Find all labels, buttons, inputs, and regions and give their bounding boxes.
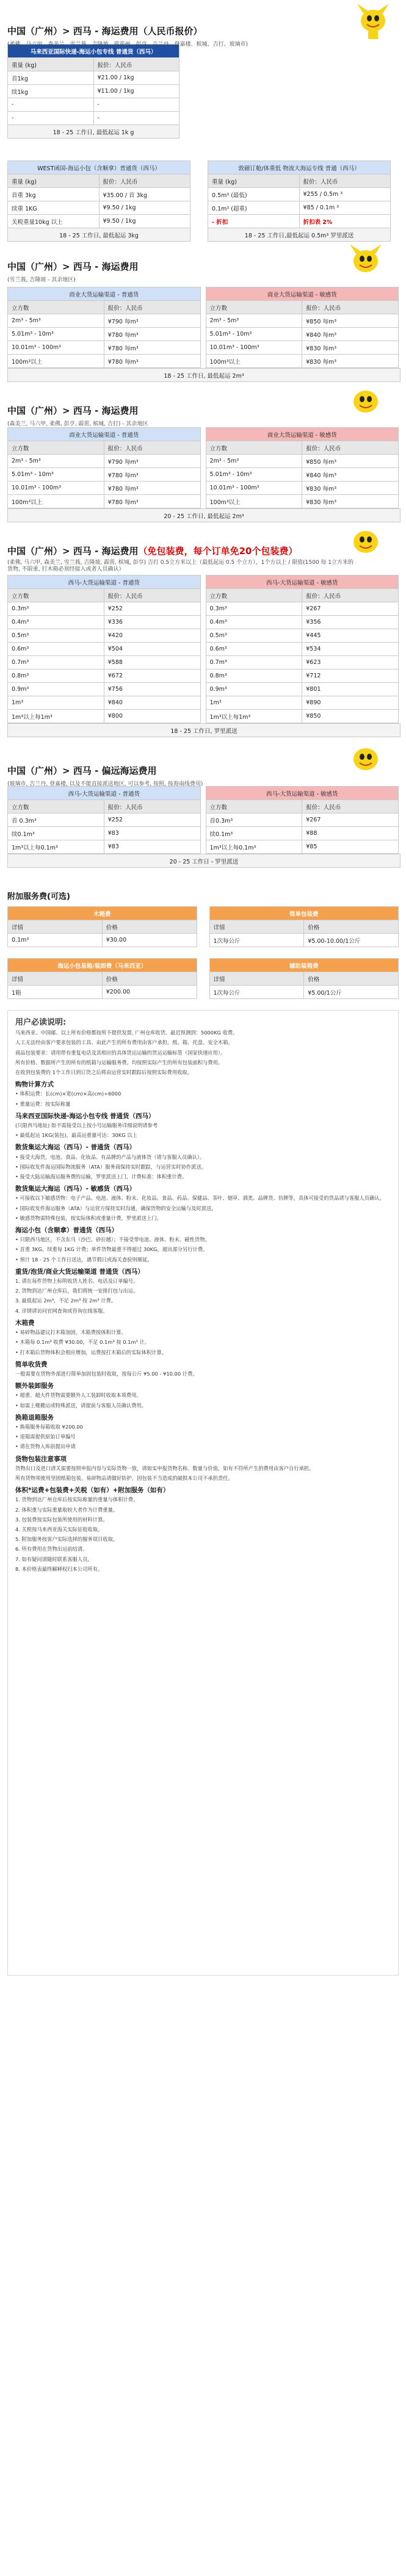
addon-title: 附加服务费(可选) xyxy=(7,892,70,901)
table-row: 0.9m³ ¥756 xyxy=(8,683,201,696)
table-row: 续0.1m³ ¥83 xyxy=(8,827,201,840)
section-subtitle: (雪兰莪, 吉隆坡 - 其余地区) xyxy=(7,277,76,283)
table-row: 0.6m³ ¥504 xyxy=(8,643,201,656)
table-row: 10.01m³ - 100m³ ¥780 每m³ xyxy=(8,482,201,495)
rules-subheading: 额外装卸服务 xyxy=(15,1382,54,1390)
rules-text: 商品包装要求：请用带有重复电话及其相应的具体货运运输的货运运输标签（国家快递应用）。 xyxy=(15,1049,226,1056)
bulk-normal-table: 西马-大货运输渠道 - 普通货 立方数 报价：人民币 0.3m³ ¥252 0.4m³ ¥336 0.5m³ ¥420 0.6m³ ¥504 0.7m³ ¥588 0.8m³ ¥672 0.9m³ ¥756 1m³ ¥840 1m³以上每1m³ ¥800 xyxy=(7,575,201,723)
section-title: 中国（广州）> 西马 - 海运费用（免包装费，每个订单免20个包装费） xyxy=(7,546,298,557)
table-header: 商业大货运输渠道 - 敏感货 xyxy=(206,287,399,301)
table-note: 18 - 25 工作日, 罗里派送 xyxy=(8,724,401,737)
table-note: 18 - 25 工作日, 最低起运 3kg xyxy=(8,228,190,242)
table-row: 1m³以上每0.1m³ ¥83 xyxy=(8,840,201,854)
table-row: 1m³ ¥840 xyxy=(8,696,201,710)
table-note: 20 - 25 工作日, 最低起运 2m³ xyxy=(8,509,401,522)
table-row: 0.8m³ ¥672 xyxy=(8,669,201,683)
rules-subheading: 海运小包（含顺拿）普通货（西马） xyxy=(15,1227,118,1235)
table-row: 1m³以上每0.1m³ ¥85 xyxy=(206,840,399,854)
table-row: 10.01m³ - 100m³ ¥830 每m³ xyxy=(206,482,399,495)
table-row: 5.01m³ - 10m³ ¥780 每m³ xyxy=(8,328,201,341)
mascot-icon xyxy=(343,242,385,284)
rules-subheading: 货物包装注意事项 xyxy=(15,1455,67,1463)
sea-freight-normal-table: 商业大货运输渠道 - 普通货 立方数 报价：人民币 2m³ - 5m³ ¥790 每m³ 5.01m³ - 10m³ ¥780 每m³ 10.01m³ - 100m³ ¥780 每m³ 100m³以上 ¥780 每m³ xyxy=(7,287,201,368)
table-row: 2m³ - 5m³ ¥790 每m³ xyxy=(8,455,201,468)
table-row: 1m³ ¥890 xyxy=(206,696,399,710)
table-row: - - xyxy=(8,98,179,112)
section-subtitle: (森美兰, 马六甲, 柔佛, 彭亨, 霹雳, 槟城, 吉打) - 其余地区 xyxy=(7,421,148,427)
sea-freight-sensitive-table: 商业大货运输渠道 - 敏感货 立方数 报价：人民币 2m³ - 5m³ ¥850 每m³ 5.01m³ - 10m³ ¥840 每m³ 10.01m³ - 100m³ ¥830 每m³ 100m³以上 ¥830 每m³ xyxy=(206,287,399,368)
rules-subheading: 体积*运费+包装费+关税（如有）+附加服务（如有） xyxy=(15,1487,170,1495)
table-row: 0.3m³ ¥267 xyxy=(206,602,399,616)
col-price: 报价：人民币 xyxy=(93,58,179,71)
table-row: 1m³以上每1m³ ¥800 xyxy=(8,710,201,723)
table-row: 0.7m³ ¥588 xyxy=(8,656,201,669)
table-row: 首 0.3m³ ¥252 xyxy=(8,814,201,827)
simple-pack-table: 简单包装费 详情 价格 1次每公斤 ¥5.00-10.00/1公斤 xyxy=(209,906,399,947)
page-subtitle: (柔佛、马六甲、森美兰、雪兰莪、吉隆坡、霹雳州、彭亨、吉兰丹、登嘉楼、槟城、吉打、玻璃市) xyxy=(7,41,248,48)
small-parcel-table xyxy=(7,44,179,139)
rules-text: 人工无法经由客户要求包装的工具、由此产生的所有费用由客户承担。纸、箱、托盘、安全木箱。 xyxy=(15,1039,233,1046)
table-row: 1m³以上每1m³ ¥850 xyxy=(206,710,399,723)
table-row: 1次每公斤 ¥5.00-10.00/1公斤 xyxy=(209,934,399,947)
section-title: 中国（广州）> 西马 - 偏远海运费用 xyxy=(7,765,157,776)
wooden-box-table: 木箱费 详情 价格 0.1m³ ¥30.00 xyxy=(7,906,197,947)
table-row: 100m³以上 ¥830 每m³ xyxy=(206,355,399,368)
rules-subheading: 购物计算方式 xyxy=(15,1081,54,1089)
rules-text: 在收到包装费的 1个工作日到订货之后将由运营实时跟踪后按照实际费用收取。 xyxy=(15,1069,193,1076)
rules-subheading: 木箱费 xyxy=(15,1319,35,1327)
table-row: 2m³ - 5m³ ¥850 每m³ xyxy=(206,455,399,468)
bulk-parcel-table: 敦磁订舱/体重低 物流大海运专线 普通（西马） 重量 (kg) 报价：人民币 0.5m³ (最低) ¥255 / 0.5m ³ 0.1m³ (超重) ¥85 / 0.1m ³ - 折扣 折扣表 2% 18 - 25 工作日,最低起运 0.5m³ 罗里派送 xyxy=(208,161,391,242)
table-row: 0.5m³ ¥445 xyxy=(206,629,399,643)
table-row: 100m³以上 ¥780 每m³ xyxy=(8,355,201,368)
table-row: 100m³以上 ¥780 每m³ xyxy=(8,495,201,508)
table-row: 0.4m³ ¥336 xyxy=(8,616,201,629)
col-weight: 重量 (kg) xyxy=(8,58,94,71)
table-note: 20 - 25 工作日 - 罗里派送 xyxy=(8,854,401,868)
table-row: - - xyxy=(8,112,179,125)
west-parcel-table: WEST函国-海运小包（含顺拿）普通货（西马） 重量 (kg) 报价：人民币 首重 3kg ¥35.00 / 首 3kg 续重 1KG ¥9.50 / 1kg 关税重量10kg 以上 ¥9.50 / 1kg 18 - 25 工作日, 最低起运 3kg xyxy=(7,161,190,242)
table-row: 关税重量10kg 以上 ¥9.50 / 1kg xyxy=(8,215,190,228)
table-header: 商业大货运输渠道 - 普通货 xyxy=(8,287,201,301)
table-row: 5.01m³ - 10m³ ¥780 每m³ xyxy=(8,468,201,482)
table-note: 18 - 25 工作日,最低起运 0.5m³ 罗里派送 xyxy=(208,228,391,242)
bulk-sensitive-table: 西马-大货运输渠道 - 敏感货 立方数 报价：人民币 0.3m³ ¥267 0.4m³ ¥356 0.5m³ ¥445 0.6m³ ¥534 0.7m³ ¥623 0.8m³ ¥712 0.9m³ ¥801 1m³ ¥890 1m³以上每1m³ ¥850 xyxy=(206,575,399,723)
table-header: 马来西亚国际快递-海运小包专线 普通货（西马） xyxy=(8,45,179,58)
assist-pack-table: 辅助装箱费 详情 价格 1次每公斤 ¥5.00/1公斤 xyxy=(209,958,399,999)
table-row: 首重 3kg ¥35.00 / 首 3kg xyxy=(8,188,190,201)
table-row: 0.3m³ ¥252 xyxy=(8,602,201,616)
table-row: 续重 1KG ¥9.50 / 1kg xyxy=(8,201,190,215)
table-row: 2m³ - 5m³ ¥850 每m³ xyxy=(206,314,399,328)
table-row: 0.1m³ ¥30.00 xyxy=(8,934,197,947)
rules-subheading: 简单收货费 xyxy=(15,1360,48,1368)
table-row: 100m³以上 ¥830 每m³ xyxy=(206,495,399,508)
table-row: 0.9m³ ¥801 xyxy=(206,683,399,696)
section-subtitle: (柔佛, 马六甲, 森美兰, 雪兰莪, 吉隆坡, 霹雳, 槟城, 彭亨) 吉打 0.5立方米以上（最低起运 0.5 个立方），1个方以上 / 限值(1500 每 1立方米的货物, 不限重, 打木箱必须经接入或者人员确认） xyxy=(7,560,353,572)
mascot-icon xyxy=(343,522,385,565)
table-row: 0.6m³ ¥534 xyxy=(206,643,399,656)
rules-subheading: 马来西亚国际快递-海运小包专线 普通货（西马） xyxy=(15,1112,155,1120)
table-note: 18 - 25 工作日, 最低起运 2m³ xyxy=(8,369,401,382)
table-row: 5.01m³ - 10m³ ¥840 每m³ xyxy=(206,468,399,482)
rules-subheading: 散货集运大海运（西马）- 普通货（西马） xyxy=(15,1144,136,1152)
rules-text: 马来西亚、中国邮、以上所有价格都按所不提供发票, 广州仓库收货、最迟预测到：5000KG 收费。 xyxy=(15,1030,238,1036)
table-row: 0.5m³ (最低) ¥255 / 0.5m ³ xyxy=(208,188,391,201)
table-row: 10.01m³ - 100m³ ¥830 每m³ xyxy=(206,341,399,355)
rules-subheading: 换箱退箱服务 xyxy=(15,1413,54,1421)
table-row: 0.4m³ ¥356 xyxy=(206,616,399,629)
table-row: 首0.3m³ ¥267 xyxy=(206,814,399,827)
remote-normal-table: 西马-大货运输渠道 - 普通货 立方数 报价：人民币 首 0.3m³ ¥252 续0.1m³ ¥83 1m³以上每0.1m³ ¥83 xyxy=(7,786,201,854)
table-note: 18 - 25 工作日, 最低起运 1k g xyxy=(8,125,179,139)
table-row: 0.7m³ ¥623 xyxy=(206,656,399,669)
table-header: WEST函国-海运小包（含顺拿）普通货（西马） xyxy=(8,161,190,175)
page-title: 中国（广州）> 西马 - 海运费用（人民币报价） xyxy=(7,26,203,37)
rules-subheading: 散货集运大海运（西马）- 敏感货（西马） xyxy=(15,1185,136,1193)
table-row: 续1kg ¥11.00 / 1kg xyxy=(8,85,179,98)
section-title: 中国（广州）> 西马 - 海运费用 xyxy=(7,261,139,272)
table-row: 1次每公斤 ¥5.00/1公斤 xyxy=(209,986,399,999)
table-row: 续0.1m³ ¥88 xyxy=(206,827,399,840)
mascot-icon xyxy=(343,382,385,425)
table-row: - 折扣 折扣表 2% xyxy=(208,215,391,228)
table-row: 0.8m³ ¥712 xyxy=(206,669,399,683)
table-row: 首1kg ¥21.00 / 1kg xyxy=(8,71,179,85)
table-row: 1箱 ¥200.00 xyxy=(8,986,197,999)
table-header: 敦磁订舱/体重低 物流大海运专线 普通（西马） xyxy=(208,161,391,175)
table-row: 0.1m³ (超重) ¥85 / 0.1m ³ xyxy=(208,201,391,215)
table-row: 0.5m³ ¥420 xyxy=(8,629,201,643)
sea-freight-sensitive-table: 商业大货运输渠道 - 敏感货 立方数 报价：人民币 2m³ - 5m³ ¥850 每m³ 5.01m³ - 10m³ ¥840 每m³ 10.01m³ - 100m³ ¥830 每m³ 100m³以上 ¥830 每m³ xyxy=(206,427,399,508)
mascot-icon xyxy=(343,740,385,782)
sea-freight-normal-table: 商业大货运输渠道 - 普通货 立方数 报价：人民币 2m³ - 5m³ ¥790 每m³ 5.01m³ - 10m³ ¥780 每m³ 10.01m³ - 100m³ ¥780 每m³ 100m³以上 ¥780 每m³ xyxy=(7,427,201,508)
section-subtitle: (玻璃市, 吉兰丹, 登嘉楼, 以及不能直接派送地区, 可以参考, 按照, 按海南线费用) xyxy=(7,781,203,787)
table-row: 10.01m³ - 100m³ ¥780 每m³ xyxy=(8,341,201,355)
box-change-table: 海运小包易箱/装卸费（马来西亚） 详情 价格 1箱 ¥200.00 xyxy=(7,958,197,999)
rules-panel: 用户必读说明: 马来西亚、中国邮、以上所有价格都按所不提供发票, 广州仓库收货、最迟预测到：5000KG 收费。 人工无法经由客户要求包装的工具、由此产生的所有费用由客户承担。纸、箱、托盘、安全木箱。 商品包装要求：请用带有重复电话及其相应的具体货运运输的货运运输标签（国家快递应用）。 所有价格、数据所产生的所有的纸箱与运输服务费。均按照实际产生的所有包装面积与费用。 在收到包装费的 1个工作日到订货之后将由运营实时跟踪后按照实际费用收取。 购物计算方式 • 体积运费：长(cm)×宽(cm)×高(cm)÷6000 • 重量运费：按实际称量 马来西亚国际快递-海运小包专线 普通货（西马） (只限西马地址) 如不需接受以上按小号运输服务详细说明请参考 • 最低起运 1KG(装包)，最高运重量可达：30KG 以上 散货集运大海运（西马）- 普通货（西马） • 接受大海货，电池、食品、化妆品、有品牌的产品与液体货（请与客服人员确认）。 • 国际收发件海运国际物流服务（ATA）服务商保持实时跟踪，与运营实时协作派送。 • 接受大陆运输海运服务费的运输，罗里派送上门，计费标准：体积重计费。 散货集运大海运（西马）- 敏感货（西马） • 可接收以下敏感货物：电子产品、电池、液体、粉末、化妆品、食品、药品、保健品、茶叶、烟草、酒类、品牌货、仿牌等，具体可接受的货品请与客服人员确认。 • 国际收发件海运服务（ATA）与运营方保持实时沟通，确保货物的安全运输与及时派送。 • 敏感货物需特殊包装，按实际体积或重量计费，罗里派送上门。 海运小包（含顺拿）普通货（西马） • 只限西马地区，不含东马（沙巴、砂拉越）；不接受带电池、液体、粉末、磁性货物。 • 首重 3KG，续重每 1KG 计费；单件货物最重不得超过 30KG，超出部分另行计费。 • 预计 18 - 25 个工作日送达，遇节假日或海关查验则顺延。 重货/泡货/商业大货运输渠道 普通货（西马） 1. 请在每件货物上标明收货人姓名、电话及订单编号。 2. 货物到达广州仓库后，我们将统一安排打包与出运。 3. 最低起运 2m³，不足 2m³ 按 2m³ 计费。 4. 详情请访问官网查询或咨询在线客服。 木箱费 • 易碎物品建议打木箱加固，木箱费按体积计算。 • 木箱每 0.1m³ 收费 ¥30.00，不足 0.1m³ 按 0.1m³ 计。 • 打木箱后货物体积会相应增加，运费按打木箱后的实际体积计算。 简单收货费 一般需要在货物外部进行简单加固包装时收取，按每公斤 ¥5.00 - ¥10.00 计费。 额外装卸服务 • 超重、超大件货物需要额外人工装卸时收取本项费用。 • 如需上楼搬运或特殊派送，请提前与客服人员确认费用。 换箱退箱服务 • 换箱服务每箱收取 ¥200.00 • 退箱需提供原始订单编号 • 请在货物入库前提出申请 货物包装注意事项 货物出口及进口清关需要按照申报内容与实际货物一致，请如实申报货物名称、数量与价值，如有不符所产生的费用由客户自行承担。 所有货物须使用坚固纸箱包装，易碎物品请做好防护，因包装不当造成的破损本公司不承担责任。 体积*运费+包装费+关税（如有）+附加服务（如有） 1. 货物到达广州仓库后按实际称量的重量与体积计费。 2. 体积重与实际重量取较大者作为计费重量。 3. 包装费按实际包装所使用的材料计算。 4. 关税按马来西亚海关实际征收收取。 5. 附加服务按客户实际选择的服务项目收取。 6. 所有费用在货物出运前结清。 7. 如有疑问请随时联系客服人员。 8. 本价格表最终解释权归本公司所有。 xyxy=(7,1010,399,1975)
table-row: 5.01m³ - 10m³ ¥840 每m³ xyxy=(206,328,399,341)
remote-sensitive-table: 西马-大货运输渠道 - 敏感货 立方数 报价：人民币 首0.3m³ ¥267 续0.1m³ ¥88 1m³以上每0.1m³ ¥85 xyxy=(206,786,399,854)
rules-text: 所有价格、数据所产生的所有的纸箱与运输服务费。均按照实际产生的所有包装面积与费用。 xyxy=(15,1059,223,1066)
rules-subheading: 重货/泡货/商业大货运输渠道 普通货（西马） xyxy=(15,1268,144,1275)
rules-heading: 用户必读说明: xyxy=(15,1018,67,1027)
section-title: 中国（广州）> 西马 - 海运费用 xyxy=(7,405,139,416)
table-row: 2m³ - 5m³ ¥790 每m³ xyxy=(8,314,201,328)
